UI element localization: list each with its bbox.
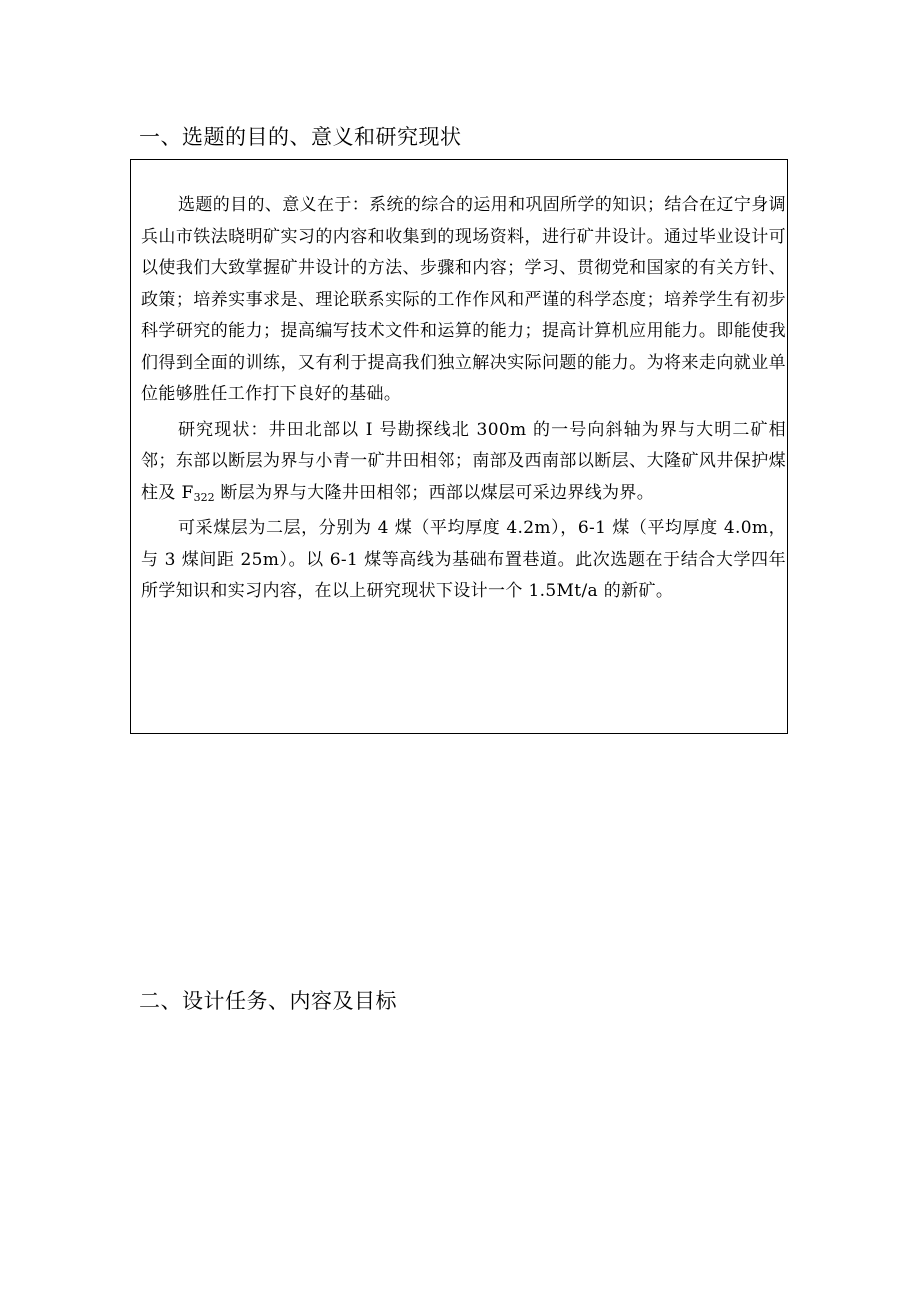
section-heading-design-tasks: 二、设计任务、内容及目标	[139, 989, 397, 1013]
section-heading-purpose: 一、选题的目的、意义和研究现状	[139, 125, 462, 149]
content-body	[141, 190, 786, 608]
research-status-text-a: 研究现状：井田北部以 I 号勘探线北 300m 的一号向斜轴为界与大明二矿相邻；东部以断层为界与小青一矿井田相邻；南部及西南部以断层、大隆矿风井保护煤柱及 F	[141, 419, 786, 503]
paragraph-research-status	[141, 415, 786, 514]
content-box	[130, 159, 788, 734]
fault-subscript: 322	[193, 490, 215, 504]
research-status-text-b: 断层为界与大隆井田相邻；西部以煤层可采边界线为界。	[214, 482, 655, 503]
paragraph-purpose: 选题的目的、意义在于：系统的综合的运用和巩固所学的知识；结合在辽宁身调兵山市铁法晓明矿实习的内容和收集到的现场资料，进行矿井设计。通过毕业设计可以使我们大致掌握矿井设计的方法、步骤和内容；学习、贯彻党和国家的有关方针、政策；培养实事求是、理论联系实际的工作作风和严谨的科学态度；培养学生有初步科学研究的能力；提高编写技术文件和运算的能力；提高计算机应用能力。即能使我们得到全面的训练，又有利于提高我们独立解决实际问题的能力。为将来走向就业单位能够胜任工作打下良好的基础。	[141, 195, 786, 404]
paragraph-coal-seams: 可采煤层为二层，分别为 4 煤（平均厚度 4.2m），6-1 煤（平均厚度 4.0m，与 3 煤间距 25m）。以 6-1 煤等高线为基础布置巷道。此次选题在于结合大学四年所学知识和实习内容，在以上研究现状下设计一个 1.5Mt/a 的新矿。	[141, 518, 786, 601]
